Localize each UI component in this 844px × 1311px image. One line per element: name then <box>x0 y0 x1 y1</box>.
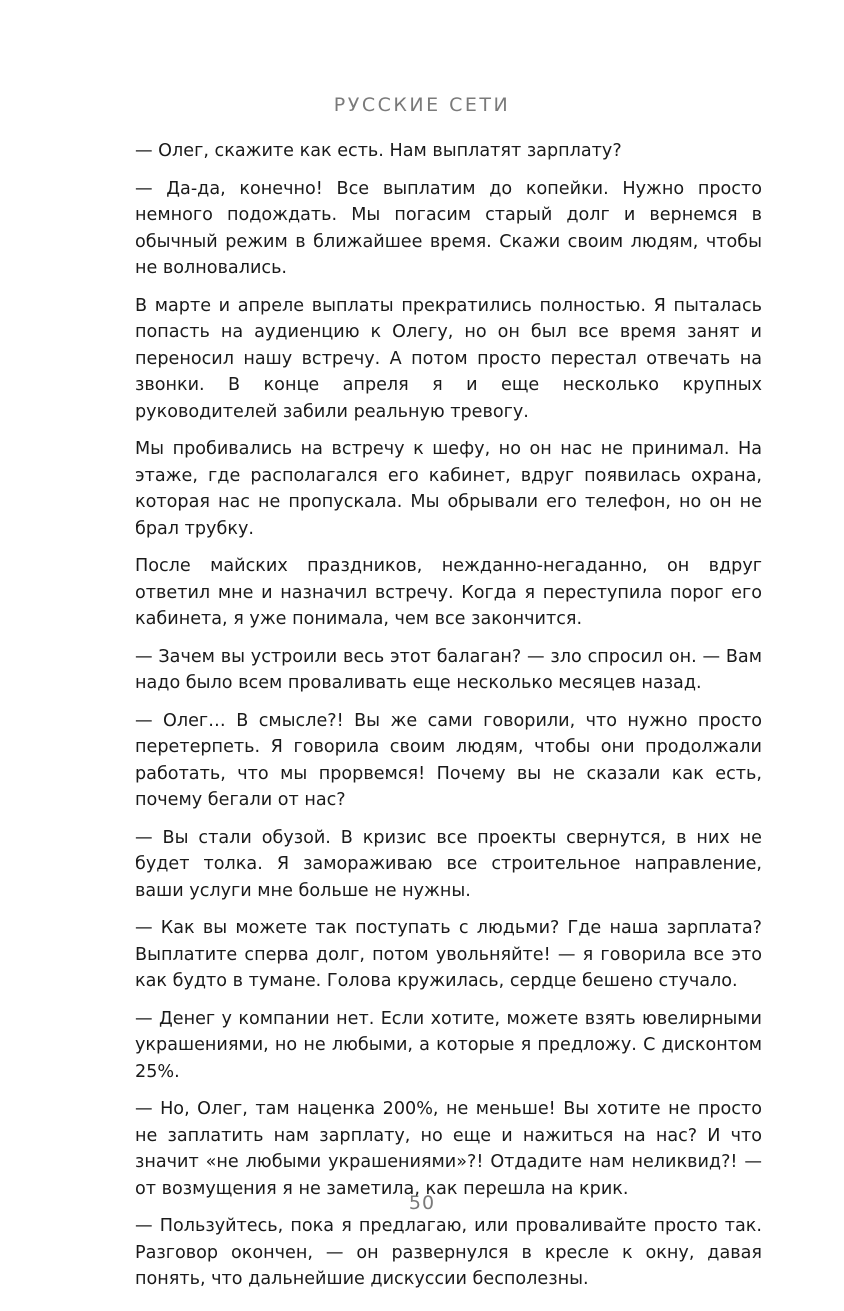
paragraph: — Зачем вы устроили весь этот балаган? — зло спросил он. — Вам надо было всем проваливать еще несколько месяцев назад. <box>135 646 762 693</box>
paragraph: В марте и апреле выплаты прекратились полностью. Я пыталась попасть на аудиенцию к Олегу, но он был все время занят и переносил нашу встречу. А потом просто перестал отвечать на звонки. В конце апреля я и еще несколько крупных руководителей забили реальную тревогу. <box>135 295 762 422</box>
page-body <box>135 138 762 1304</box>
running-title: РУССКИЕ СЕТИ <box>333 94 511 116</box>
paragraph: После майских праздников, нежданно-негаданно, он вдруг ответил мне и назначил встречу. Когда я переступила порог его кабинета, я уже понимала, чем все закончится. <box>135 556 762 629</box>
paragraph: — Денег у компании нет. Если хотите, можете взять ювелирными украшениями, но не любыми, а которые я предложу. С дисконтом 25%. <box>135 1008 762 1082</box>
page-number: 50 <box>408 1192 436 1214</box>
paragraph: — Пользуйтесь, пока я предлагаю, или проваливайте просто так. Разговор окончен, — он развернулся в кресле к окну, давая понять, что дальнейшие дискуссии бесполезны. <box>135 1216 762 1289</box>
paragraph: — Олег… В смысле?! Вы же сами говорили, что нужно просто перетерпеть. Я говорила своим людям, чтобы они продолжали работать, что мы прорвемся! Почему вы не сказали как есть, почему бегали от нас? <box>135 710 762 810</box>
paragraph: — Как вы можете так поступать с людьми? Где наша зарплата? Выплатите сперва долг, потом увольняйте! — я говорила все это как будто в тумане. Голова кружилась, сердце бешено стучало. <box>135 918 762 991</box>
paragraph: Мы пробивались на встречу к шефу, но он нас не принимал. На этаже, где располагался его кабинет, вдруг появилась охрана, которая нас не пропускала. Мы обрывали его телефон, но он не брал трубку. <box>135 439 762 539</box>
paragraph: — Да-да, конечно! Все выплатим до копейки. Нужно просто немного подождать. Мы погасим старый долг и вернемся в обычный режим в ближайшее время. Скажи своим людям, чтобы не волновались. <box>135 178 762 278</box>
paragraph: — Олег, скажите как есть. Нам выплатят зарплату? <box>135 141 622 161</box>
paragraph: — Вы стали обузой. В кризис все проекты свернутся, в них не будет толка. Я замораживаю все строительное направление, ваши услуги мне больше не нужны. <box>135 827 762 901</box>
paragraph: — Но, Олег, там наценка 200%, не меньше! Вы хотите не просто не заплатить нам зарплату, но еще и нажиться на нас? И что значит «не любыми украшениями»?! Отдадите нам неликвид?! — от возмущения я не заметила, как перешла на крик. <box>135 1099 762 1199</box>
